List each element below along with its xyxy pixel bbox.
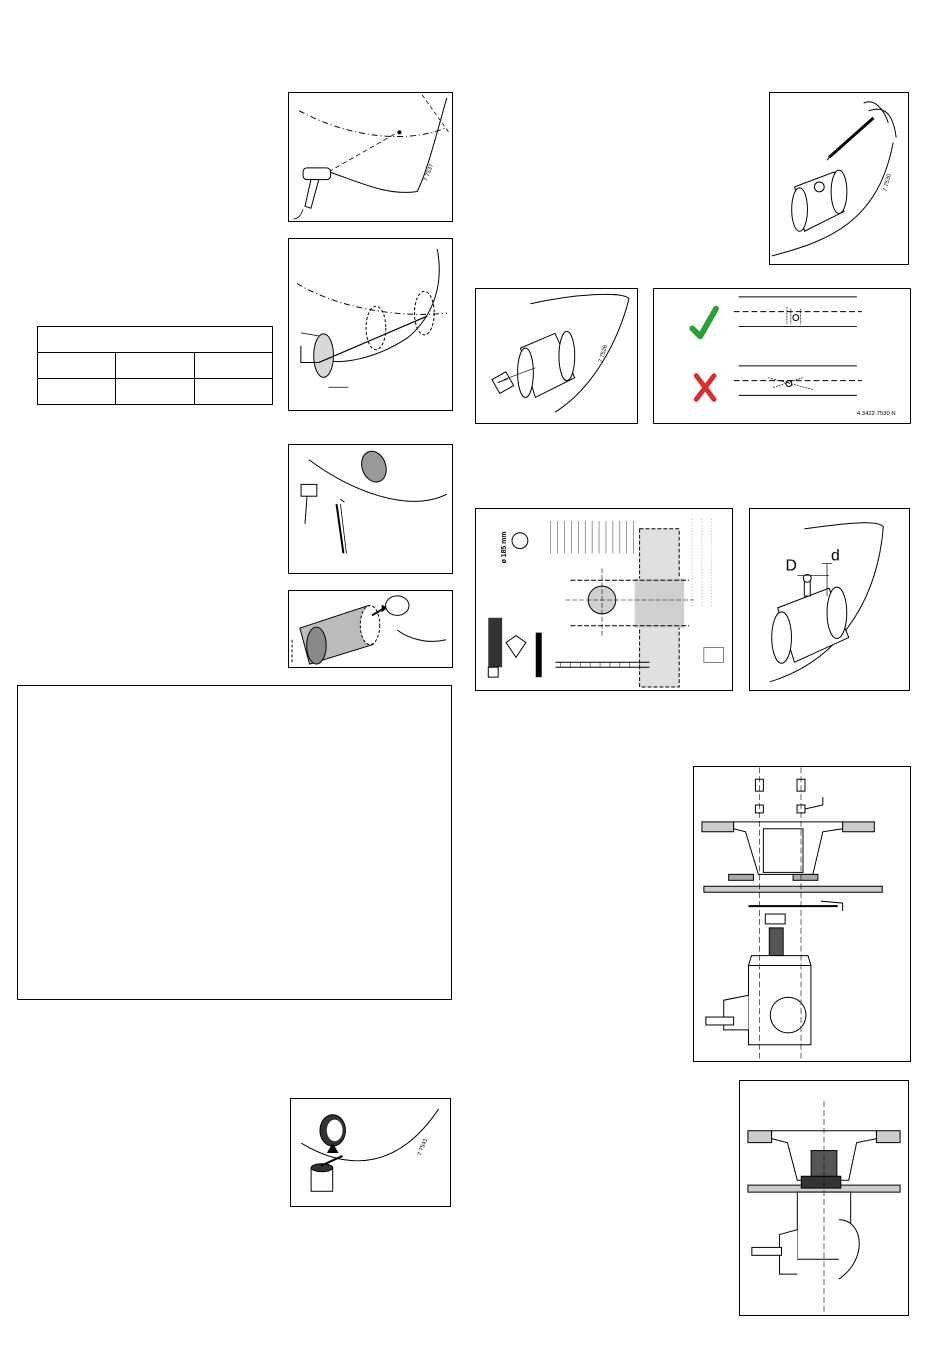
drilling-illustration bbox=[289, 93, 452, 221]
d-measurement-illustration bbox=[750, 509, 909, 690]
figure-hole-saw bbox=[288, 238, 453, 411]
figure-code: 4 3422 7530 N bbox=[856, 411, 896, 418]
table-cell bbox=[116, 379, 194, 405]
check-icon bbox=[692, 309, 716, 337]
alignment-illustration bbox=[654, 289, 910, 423]
figure-drilling bbox=[288, 92, 453, 222]
figure-d-measurement bbox=[749, 508, 910, 691]
brand-logo bbox=[488, 618, 502, 667]
figure-tunnel-insert bbox=[288, 590, 453, 668]
figure-pencil-marking bbox=[769, 92, 909, 265]
table-cell bbox=[38, 353, 116, 379]
hole-saw-illustration bbox=[289, 239, 452, 410]
figure-code: 7 7530 bbox=[882, 173, 893, 193]
figure-template-sheet bbox=[475, 508, 733, 691]
table-cell bbox=[116, 353, 194, 379]
specification-table bbox=[37, 326, 273, 405]
figure-code: 7 7541 bbox=[417, 1137, 430, 1157]
figure-code: 7 7537 bbox=[423, 163, 436, 183]
template-on-tunnel-illustration bbox=[476, 289, 637, 423]
figure-hole-edge bbox=[288, 444, 453, 574]
sealant-illustration bbox=[291, 1099, 450, 1206]
figure-template-on-tunnel bbox=[475, 288, 638, 424]
template-diameter: ø 185 mm bbox=[501, 531, 509, 564]
figure-code: 7 7526 bbox=[598, 344, 609, 364]
dimension-D-label: D bbox=[785, 557, 797, 575]
pencil-marking-illustration bbox=[770, 93, 908, 264]
figure-sealant bbox=[290, 1098, 451, 1207]
cross-icon bbox=[696, 376, 714, 400]
table-cell bbox=[194, 379, 272, 405]
exploded-assembly-illustration bbox=[694, 767, 910, 1061]
table-cell bbox=[194, 353, 272, 379]
table-header-cell bbox=[38, 327, 273, 353]
tunnel-insert-illustration bbox=[289, 591, 452, 667]
final-assembly-illustration bbox=[740, 1081, 908, 1315]
figure-final-assembly bbox=[739, 1080, 909, 1316]
figure-alignment bbox=[653, 288, 911, 424]
dimension-d-label: d bbox=[830, 547, 840, 565]
text-frame bbox=[17, 685, 452, 1000]
template-sheet-illustration bbox=[476, 509, 732, 690]
hole-edge-illustration bbox=[289, 445, 452, 573]
figure-exploded-assembly bbox=[693, 766, 911, 1062]
table-cell bbox=[38, 379, 116, 405]
